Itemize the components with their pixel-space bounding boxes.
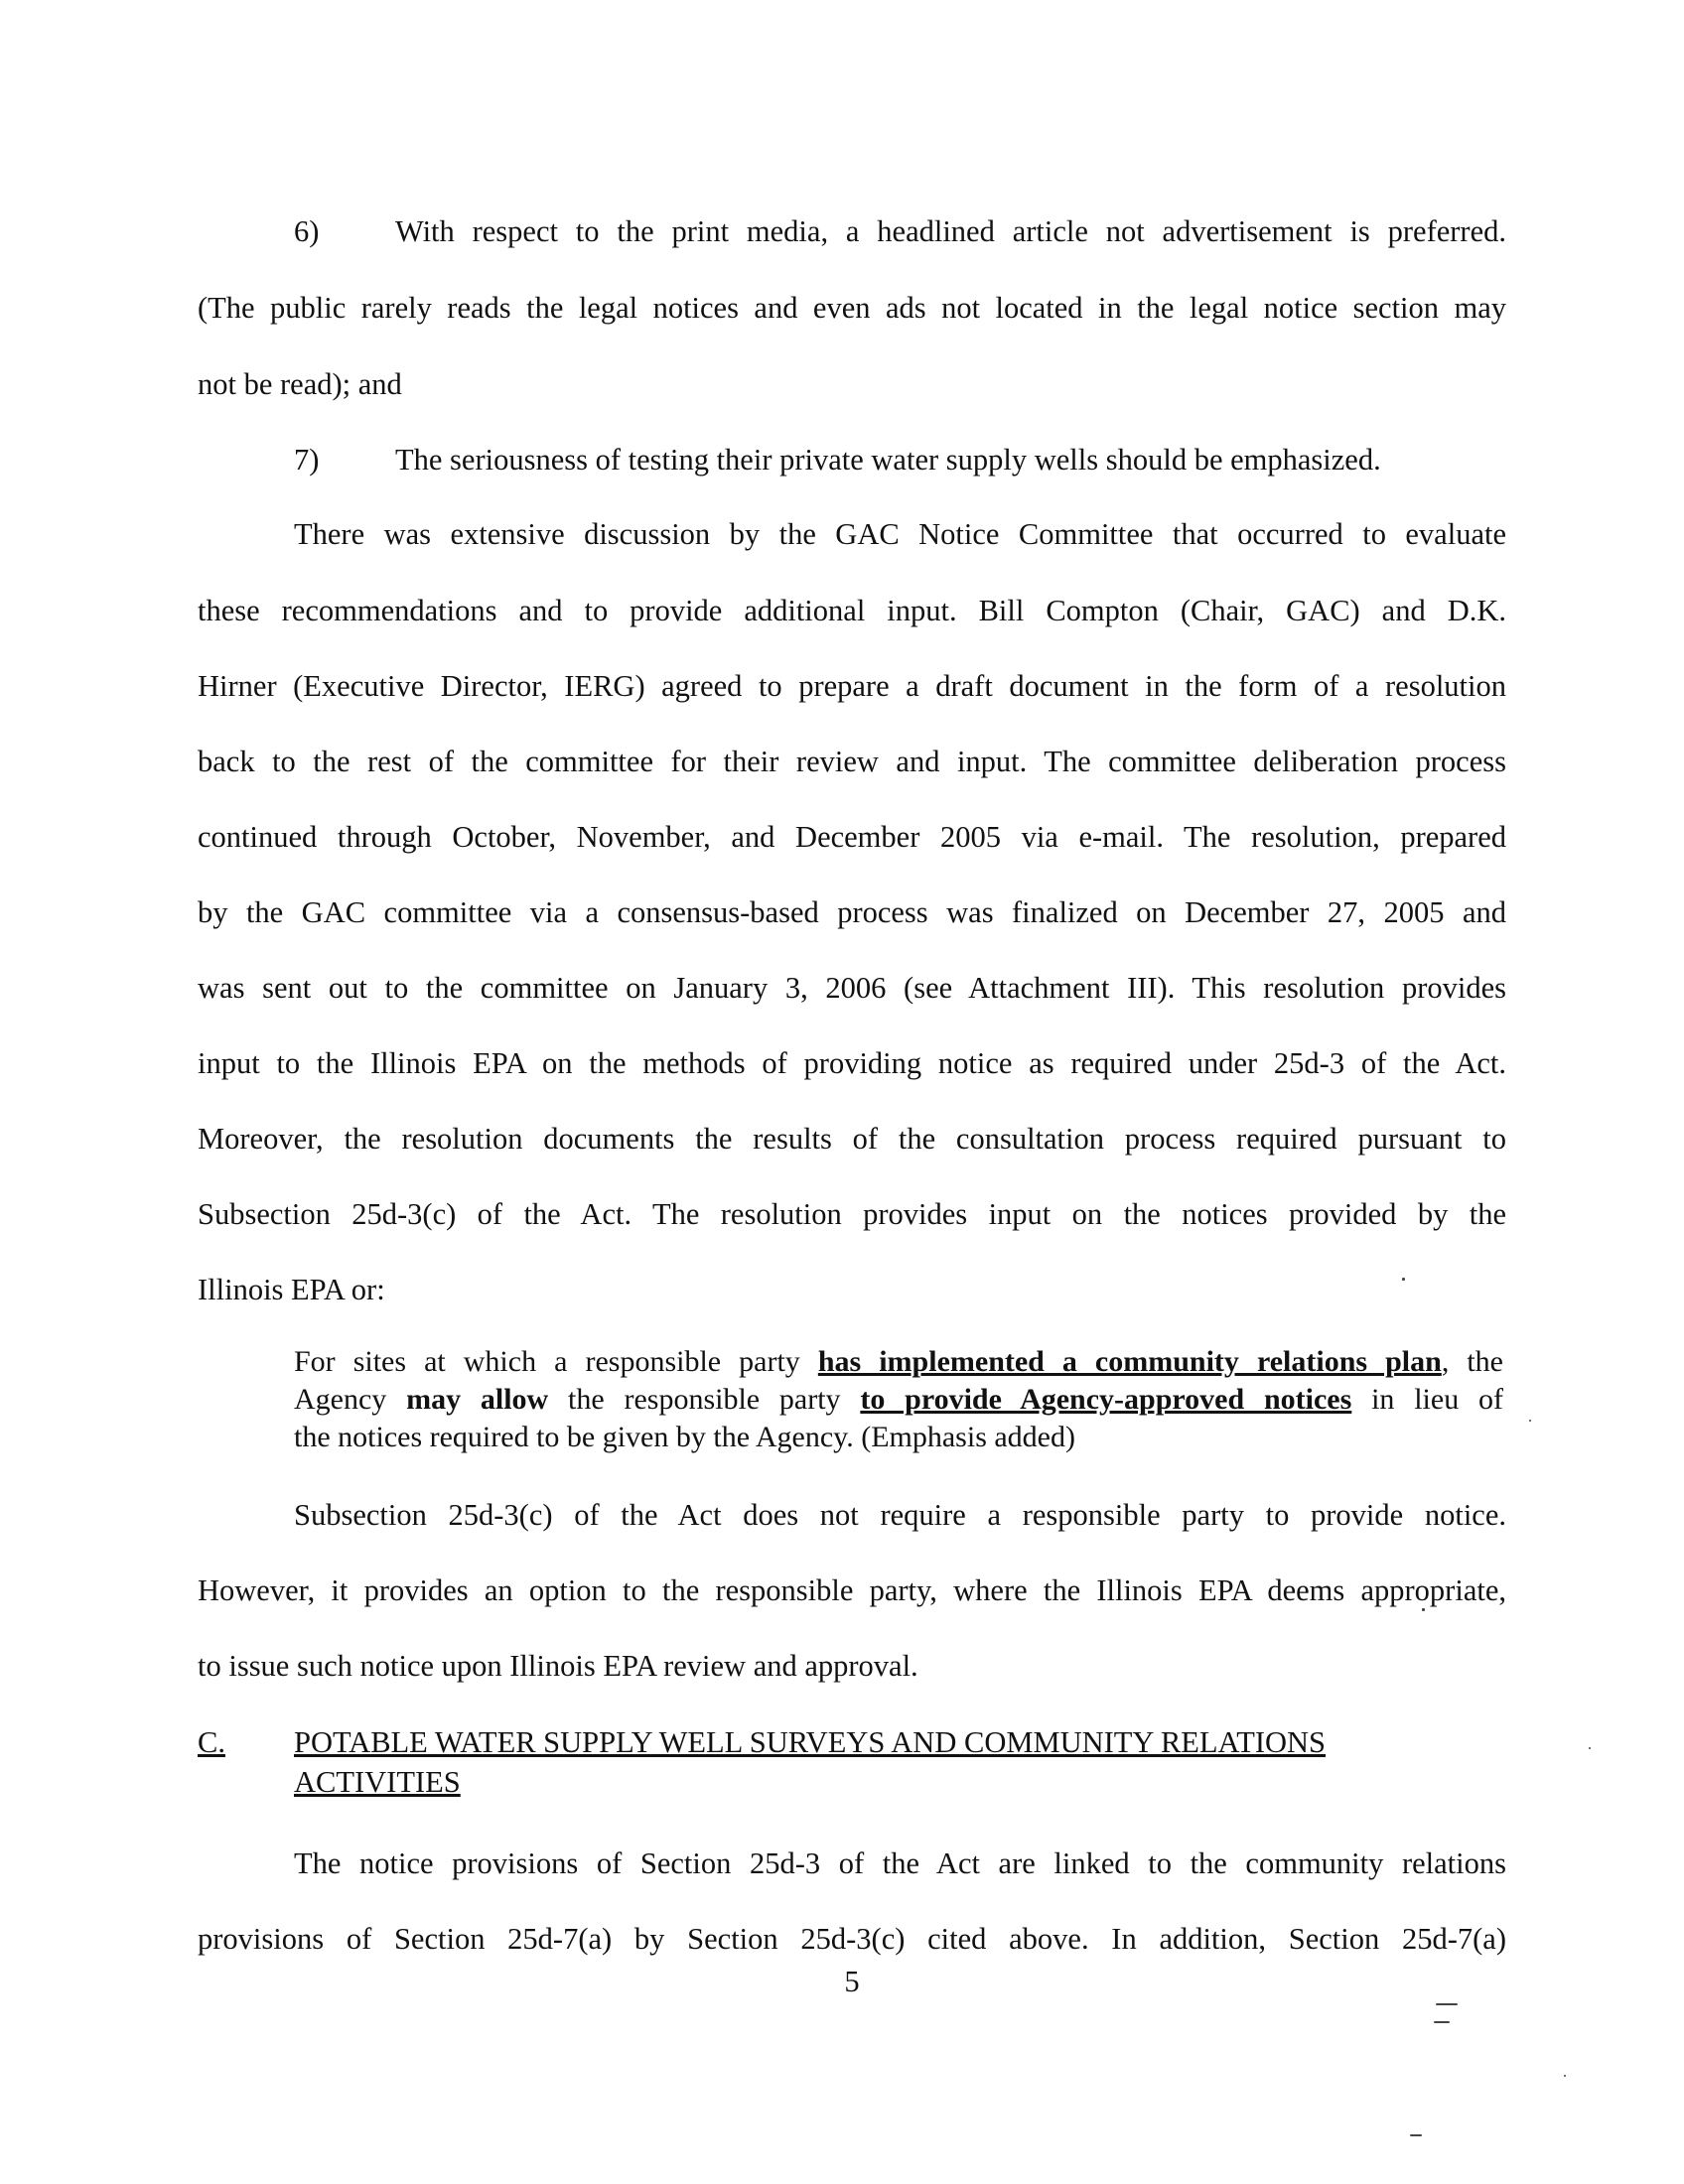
- para-1-line: continued through October, November, and December 2005 via e-mail. The resolution, prepared: [198, 820, 1506, 854]
- quote-emphasis: has implemented a community relations plan: [817, 1345, 1442, 1378]
- scan-speck: [1564, 2075, 1566, 2077]
- para-1-line: Subsection 25d-3(c) of the Act. The resolution provides input on the notices provided by the: [198, 1197, 1506, 1231]
- para-3-line: provisions of Section 25d-7(a) by Section 25d-3(c) cited above. In addition, Section 25d-7(a): [198, 1922, 1506, 1956]
- scan-speck: [1434, 2021, 1450, 2023]
- scan-speck: [1589, 1747, 1591, 1749]
- item-7-line-1: The seriousness of testing their private water supply wells should be emphasized.: [395, 443, 1381, 477]
- para-1-line: these recommendations and to provide additional input. Bill Compton (Chair, GAC) and D.K.: [198, 594, 1506, 627]
- para-1-line: There was extensive discussion by the GAC Notice Committee that occurred to evaluate: [294, 517, 1506, 551]
- quote-text: in lieu of: [1351, 1383, 1503, 1416]
- section-c-title-line-2: ACTIVITIES: [294, 1765, 461, 1799]
- item-7-number: 7): [294, 443, 320, 477]
- block-quote: [294, 1343, 1503, 1456]
- para-1-line: back to the rest of the committee for their review and input. The committee deliberation process: [198, 745, 1506, 778]
- para-2-line: However, it provides an option to the responsible party, where the Illinois EPA deems appropriate,: [198, 1573, 1506, 1607]
- para-1-line: by the GAC committee via a consensus-based process was finalized on December 27, 2005 and: [198, 895, 1506, 929]
- quote-line-1: [294, 1343, 1503, 1381]
- quote-text: , the: [1441, 1345, 1503, 1378]
- section-c-heading: [294, 1722, 1446, 1802]
- para-3-line: The notice provisions of Section 25d-3 of the Act are linked to the community relations: [294, 1846, 1506, 1880]
- quote-emphasis: to provide Agency-approved notices: [860, 1383, 1352, 1416]
- scan-speck: [1436, 2003, 1458, 2005]
- quote-bold: may allow: [406, 1383, 549, 1416]
- section-c-title-line-1: POTABLE WATER SUPPLY WELL SURVEYS AND COMMUNITY RELATIONS: [294, 1725, 1326, 1759]
- item-6-line-3: not be read); and: [198, 367, 402, 401]
- page-number: 5: [844, 1965, 860, 1998]
- quote-line-3: the notices required to be given by the Agency. (Emphasis added): [294, 1421, 1075, 1453]
- item-6-line-1: With respect to the print media, a headlined article not advertisement is preferred.: [395, 214, 1506, 248]
- item-6-line-2: (The public rarely reads the legal notices and even ads not located in the legal notice section may: [198, 291, 1506, 325]
- quote-text: For sites at which a responsible party: [294, 1345, 818, 1378]
- quote-line-2: [294, 1381, 1503, 1419]
- quote-text: Agency: [294, 1383, 407, 1416]
- quote-text: the responsible party: [548, 1383, 861, 1416]
- scan-speck: [1410, 2134, 1422, 2136]
- section-c-letter: C.: [198, 1725, 225, 1759]
- para-2-line: Subsection 25d-3(c) of the Act does not require a responsible party to provide notice.: [294, 1498, 1506, 1532]
- para-1-line: Moreover, the resolution documents the results of the consultation process required pursuant to: [198, 1122, 1506, 1156]
- para-1-line: was sent out to the committee on January 3, 2006 (see Attachment III). This resolution provides: [198, 971, 1506, 1005]
- scan-speck: [1422, 1608, 1425, 1611]
- para-1-line: Illinois EPA or:: [198, 1273, 385, 1306]
- para-1-line: input to the Illinois EPA on the methods of providing notice as required under 25d-3 of the Act.: [198, 1046, 1506, 1080]
- para-2-line: to issue such notice upon Illinois EPA review and approval.: [198, 1649, 918, 1683]
- scan-speck: [1529, 1420, 1531, 1422]
- item-6-number: 6): [294, 214, 320, 248]
- scan-speck: [1402, 1278, 1405, 1281]
- para-1-line: Hirner (Executive Director, IERG) agreed to prepare a draft document in the form of a resolution: [198, 669, 1506, 703]
